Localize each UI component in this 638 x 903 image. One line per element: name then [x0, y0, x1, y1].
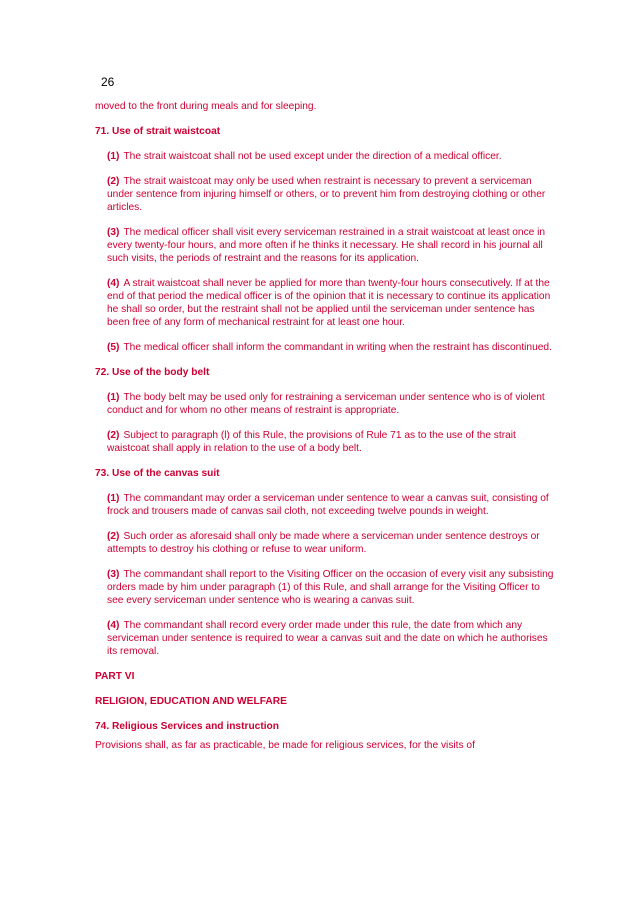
para-text: The medical officer shall inform the commandant in writing when the restraint has discontinued. — [123, 342, 552, 353]
section-73-para-3 — [107, 568, 555, 607]
section-73-para-4 — [107, 619, 555, 658]
para-number: (4) — [107, 278, 120, 289]
para-number: (2) — [107, 430, 120, 441]
para-text: The medical officer shall visit every serviceman restrained in a strait waistcoat at least once in every twenty-four hours, and more often if he thinks it necessary. He shall record in his journal all such visits, the periods of restraint and the reasons for its application. — [107, 227, 546, 264]
section-71-para-1 — [107, 150, 555, 163]
para-text: The commandant may order a serviceman under sentence to wear a canvas suit, consisting of frock and trousers made of canvas sail cloth, not exceeding twelve pounds in weight. — [107, 493, 549, 517]
section-71-heading: 71. Use of strait waistcoat — [95, 126, 221, 137]
para-number: (2) — [107, 176, 120, 187]
section-73-heading: 73. Use of the canvas suit — [95, 468, 220, 479]
document-body — [95, 100, 555, 752]
page-number: 26 — [101, 75, 115, 89]
section-72-para-2 — [107, 429, 555, 455]
section-72-heading: 72. Use of the body belt — [95, 367, 210, 378]
part-title: RELIGION, EDUCATION AND WELFARE — [95, 696, 287, 707]
section-71-para-4 — [107, 277, 555, 329]
para-text: The body belt may be used only for restraining a serviceman under sentence who is of violent conduct and for whom no other means of restraint is appropriate. — [107, 392, 545, 416]
para-number: (3) — [107, 227, 120, 238]
para-text: The commandant shall record every order made under this rule, the date from which any serviceman under sentence is required to wear a canvas suit and the date on which he authorises its removal. — [107, 620, 548, 657]
para-number: (1) — [107, 151, 120, 162]
section-74-text: Provisions shall, as far as practicable, be made for religious services, for the visits of — [95, 740, 475, 751]
para-number: (2) — [107, 531, 120, 542]
section-73-para-2 — [107, 530, 555, 556]
para-text: The strait waistcoat may only be used when restraint is necessary to prevent a serviceman under sentence from injuring himself or others, or to prevent him from destroying clothing or other articles. — [107, 176, 546, 213]
para-text: Such order as aforesaid shall only be made where a serviceman under sentence destroys or attempts to destroy his clothing or refuse to wear uniform. — [107, 531, 540, 555]
para-number: (3) — [107, 569, 120, 580]
section-71-para-5 — [107, 341, 555, 354]
para-number: (1) — [107, 493, 120, 504]
section-74-heading: 74. Religious Services and instruction — [95, 721, 279, 732]
section-71-para-3 — [107, 226, 555, 265]
para-text: A strait waistcoat shall never be applied for more than twenty-four hours consecutively. If at the end of that period the medical officer is of the opinion that it is necessary to continue its application he shall so order, but the restraint shall not be applied until the serviceman under sentence has been free of any form of mechanical restraint for at least one hour. — [107, 278, 551, 328]
para-text: The commandant shall report to the Visiting Officer on the occasion of every visit any subsisting orders made by him under paragraph (1) of this Rule, and shall arrange for the Visiting Officer to see every serviceman under sentence who is wearing a canvas suit. — [107, 569, 554, 606]
section-72-para-1 — [107, 391, 555, 417]
para-text: The strait waistcoat shall not be used except under the direction of a medical officer. — [123, 151, 502, 162]
section-71-para-2 — [107, 175, 555, 214]
part-heading: PART VI — [95, 671, 135, 682]
intro-text: moved to the front during meals and for sleeping. — [95, 101, 317, 112]
para-number: (5) — [107, 342, 120, 353]
para-number: (4) — [107, 620, 120, 631]
para-number: (1) — [107, 392, 120, 403]
para-text: Subject to paragraph (l) of this Rule, the provisions of Rule 71 as to the use of the strait waistcoat shall apply in relation to the use of a body belt. — [107, 430, 516, 454]
section-73-para-1 — [107, 492, 555, 518]
